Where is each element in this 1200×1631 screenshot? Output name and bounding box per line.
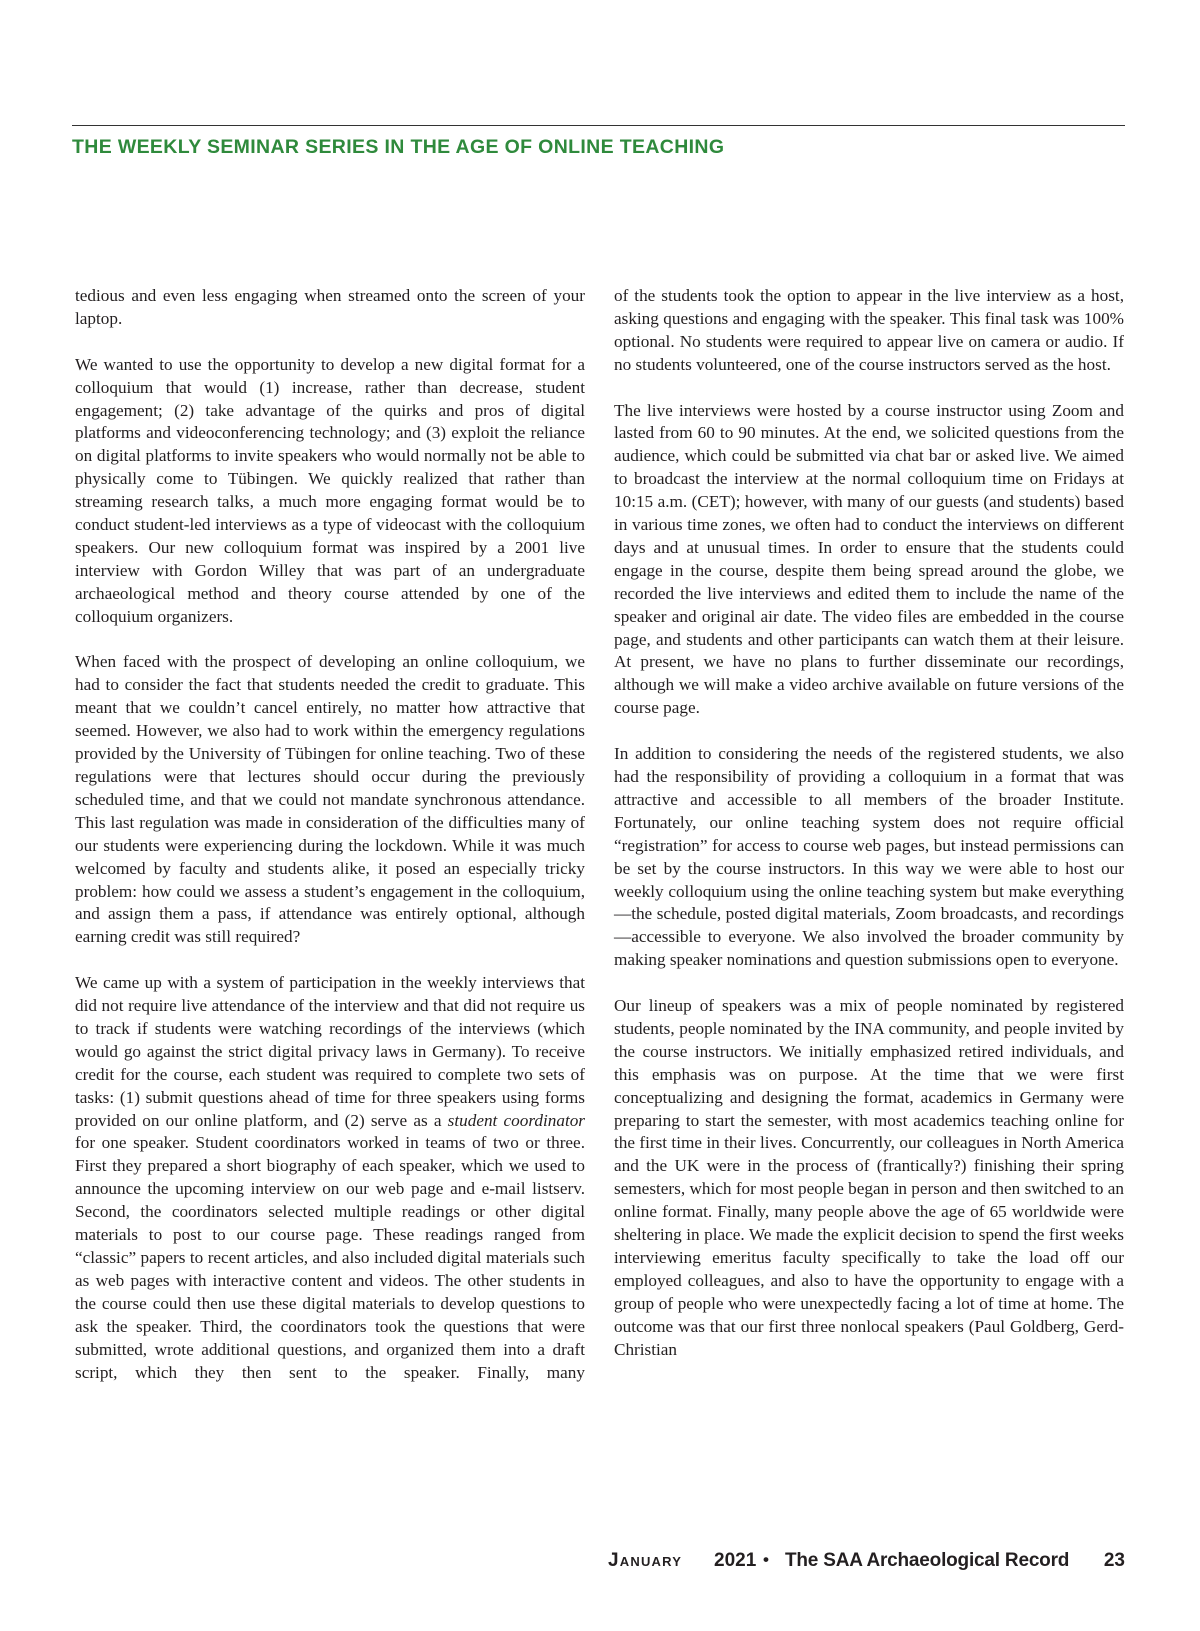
- paragraph-text: for one speaker. Student coordinators worked in teams of two or three. First they prepared a short biography of each speaker, which we used to announce the upcoming interview on our web page and e-mail listserv. Second, the coordinators selected multiple readings or other digital materials to post to our course page. These readings ranged from “classic” papers to recent articles, and also included digital materials such as web pages with interactive content and videos. The other students in the course could then use these digital materials to develop questions to ask the speaker. Third, the coordinators took the questions that were submitted, wrote additional questions, and organized them into a draft script, which they then sent to the speaker. Finally, many: [75, 1133, 585, 1382]
- publication-title: The SAA Archaeological Record: [785, 1550, 1070, 1571]
- page-number: 23: [1103, 1550, 1125, 1571]
- paragraph: The live interviews were hosted by a course instructor using Zoom and lasted from 60 to 90 minutes. At the end, we solicited questions from the audience, which could be submitted via chat bar or asked live. We aimed to broadcast the interview at the normal colloquium time on Fridays at 10:15 a.m. (CET); however, with many of our guests (and students) based in various time zones, we often had to conduct the interviews on different days and at unusual times. In order to ensure that the students could engage in the course, despite them being spread around the globe, we recorded the live interviews and edited them to include the name of the speaker and original air date. The video files are embedded in the course page, and students and other participants can watch them at their leisure. At present, we have no plans to further disseminate our recordings, although we will make a video archive available on future versions of the course page.: [614, 400, 1124, 718]
- footer-year: 2021: [714, 1550, 757, 1571]
- page-footer: [600, 1550, 1125, 1578]
- bullet-separator: •: [763, 1550, 769, 1569]
- paragraph: When faced with the prospect of developing an online colloquium, we had to consider the fact that students needed the credit to graduate. This meant that we couldn’t cancel entirely, no matter how attractive that seemed. However, we also had to work within the emergency regulations provided by the University of Tübingen for online teaching. Two of these regulations were that lectures should occur during the previously scheduled time, and that we could not mandate synchronous attendance. This last regulation was made in consideration of the difficulties many of our students were experiencing during the lockdown. While it was much welcomed by faculty and students alike, it posed an especially tricky problem: how could we assess a student’s engagement in the colloquium, and assign them a pass, if attendance was entirely optional, although earning credit was still required?: [75, 652, 585, 947]
- paragraph: [75, 972, 585, 1384]
- running-header: THE WEEKLY SEMINAR SERIES IN THE AGE OF ONLINE TEACHING: [72, 136, 725, 158]
- paragraph: We wanted to use the opportunity to develop a new digital format for a colloquium that would (1) increase, rather than decrease, student engagement; (2) take advantage of the quirks and pros of digital platforms and videoconferencing technology; and (3) exploit the reliance on digital platforms to invite speakers who would normally not be able to physically come to Tübingen. We quickly realized that rather than streaming research talks, a much more engaging format would be to conduct student-led interviews as a type of videocast with the colloquium speakers. Our new colloquium format was inspired by a 2001 live interview with Gordon Willey that was part of an undergraduate archaeological method and theory course attended by one of the colloquium organizers.: [75, 354, 585, 626]
- paragraph: of the students took the option to appear in the live interview as a host, asking questions and engaging with the speaker. This final task was 100% optional. No students were required to appear live on camera or audio. If no students volunteered, one of the course instructors served as the host.: [614, 286, 1124, 374]
- paragraph: In addition to considering the needs of the registered students, we also had the responsibility of providing a colloquium in a format that was attractive and accessible to all members of the broader Institute. Fortunately, our online teaching system does not require official “registration” for access to course web pages, but instead permissions can be set by the course instructors. In this way we were able to host our weekly colloquium using the online teaching system but make everything—the schedule, posted digital materials, Zoom broadcasts, and recordings—accessible to everyone. We also involved the broader community by making speaker nominations and question submissions open to everyone.: [614, 744, 1124, 970]
- paragraph-text: We came up with a system of participation in the weekly interviews that did not require live attendance of the interview and that did not require us to track if students were watching recordings of the interviews (which would go against the strict digital privacy laws in Germany). To receive credit for the course, each student was required to complete two sets of tasks: (1) submit questions ahead of time for three speakers using forms provided on our online platform, and (2) serve as a: [75, 973, 585, 1130]
- left-column: [75, 285, 585, 1407]
- right-column: [614, 285, 1124, 1384]
- footer-month: January: [608, 1550, 683, 1571]
- header-rule: [72, 125, 1125, 126]
- paragraph: tedious and even less engaging when streamed onto the screen of your laptop.: [75, 286, 585, 328]
- emphasis-term: student coordinator: [447, 1110, 585, 1130]
- paragraph: Our lineup of speakers was a mix of people nominated by registered students, people nominated by the INA community, and people invited by the course instructors. We initially emphasized retired individuals, and this emphasis was on purpose. At the time that we were first conceptualizing and designing the format, academics in Germany were preparing to start the semester, with most academics teaching online for the first time in their lives. Concurrently, our colleagues in North America and the UK were in the process of (frantically?) finishing their spring semesters, which for most people began in person and then switched to an online format. Finally, many people above the age of 65 worldwide were sheltering in place. We made the explicit decision to spend the first weeks interviewing emeritus faculty specifically to take the load off our employed colleagues, and also to have the opportunity to engage with a group of people who were unexpectedly facing a lot of time at home. The outcome was that our first three nonlocal speakers (Paul Goldberg, Gerd-Christian: [614, 996, 1124, 1359]
